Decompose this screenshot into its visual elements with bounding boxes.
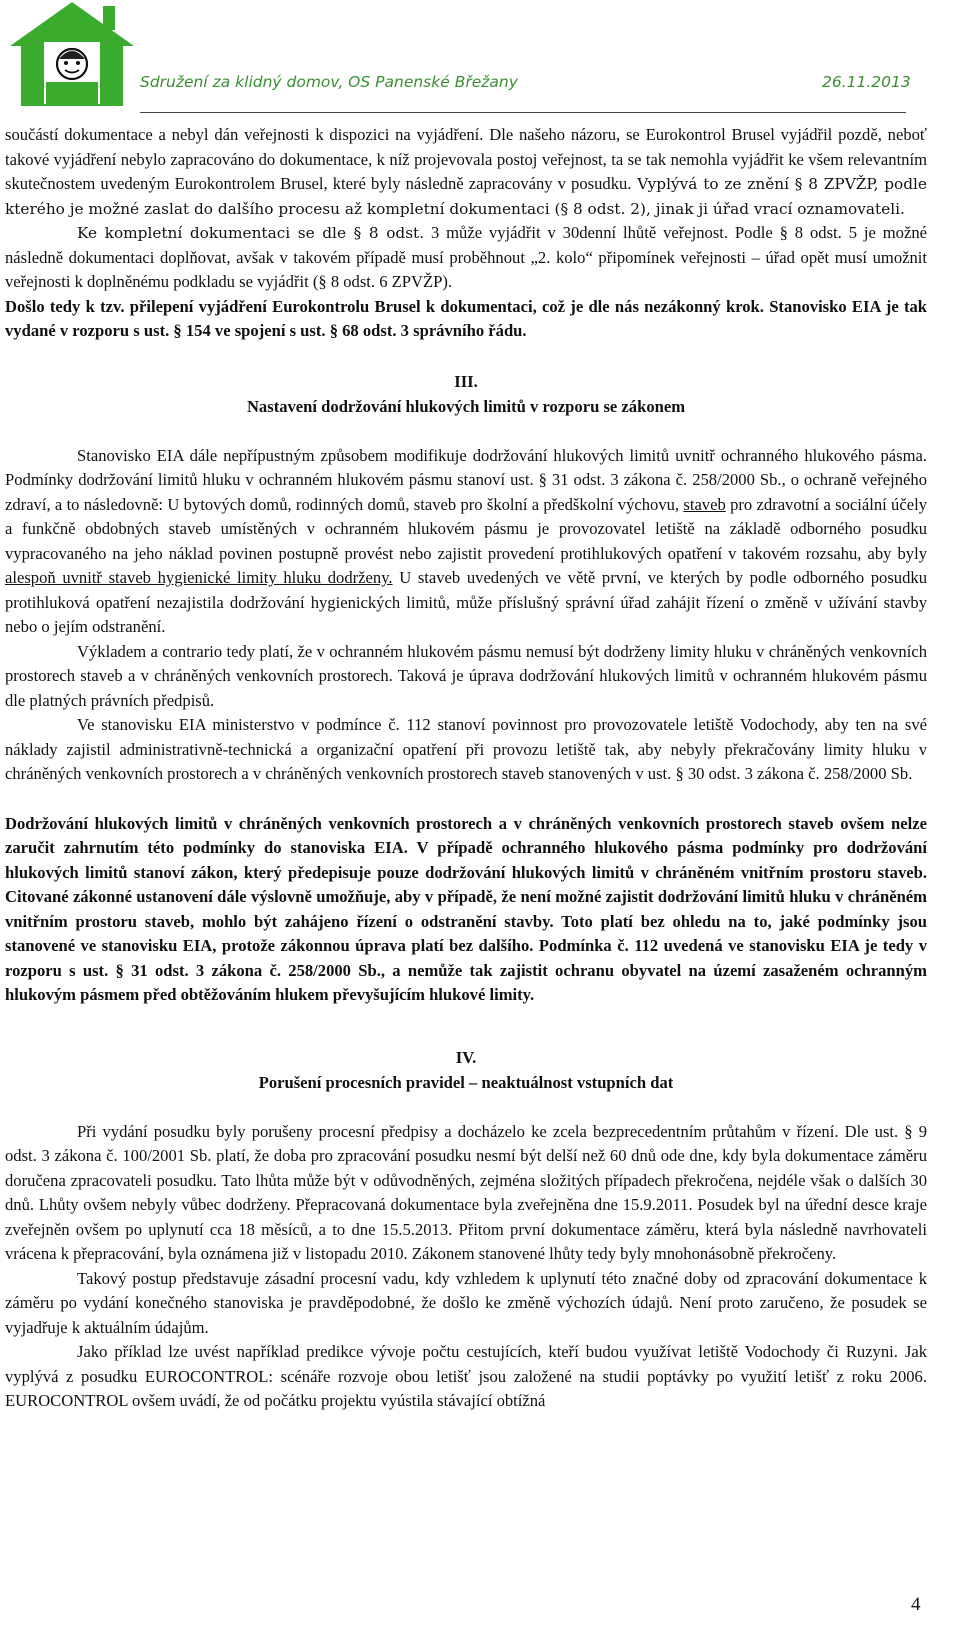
section-4-paragraph-3: Jako příklad lze uvést například predikce vývoje počtu cestujících, kteří budou využívat letiště Vodochody či Ruzyni. Jak vyplývá z posudku EUROCONTROL: scénáře rozvoje obou letišť jsou založené na studii poptávky po využití letišť z roku 2006. EUROCONTROL ovšem uvádí, že od počátku projektu vyústila stávající obtížná [5,1342,927,1410]
section-3-number: III. [454,371,478,391]
intro-paragraph [5,123,927,295]
intro-conclusion: Došlo tedy k tzv. přilepení vyjádření Eurokontrolu Brusel k dokumentaci, což je dle nás nezákonný krok. Stanovisko EIA je tak vydané v rozporu s ust. § 154 ve spojení s ust. § 68 odst. 3 správního řádu. [5,296,927,340]
section-3-paragraph-3: Ve stanovisku EIA ministerstvo v podmínce č. 112 stanoví povinnost pro provozovatele letiště Vodochody, aby ten na své náklady zajistil administrativně-technická a organizační opatření při provozu letiště tak, aby nebyly překračovány limity hluku v chráněných venkovních prostorech a v chráněných venkovních prostorech staveb stanovených v ust. § 30 odst. 3 zákona č. 258/2000 Sb. [5,715,927,783]
text-span: pro zdravotní a sociální účely a funkčně obdobných staveb umístěných v ochranném hlukovém pásmu je provozovatel letiště na základě odborného posudku vypracovaného na jeho náklad povinen postupně provést nebo zajistit provedení protihlukových opatření v takovém rozsahu, aby byly [5,494,927,563]
spacer [5,1033,927,1045]
text-span: 3 může vyjádřit v 30denní lhůtě veřejnost. Podle § 8 odst. [424,223,842,242]
page-header [0,0,960,122]
header-divider [140,112,906,113]
section-3-title: Nastavení dodržování hlukových limitů v rozporu se zákonem [246,396,686,416]
organization-name: Sdružení za klidný domov, OS Panenské Břežany [140,73,518,91]
text-span: U staveb uvedených ve větě první, ve kterých by podle odborného posudku protihluková opatření nezajistila dodržování hygienických limitů, může příslušný správní úřad zahájit řízení o změně v užívání stavby nebo o jejím odstranění. [5,568,927,636]
section-4-title: Porušení procesních pravidel – neaktuálnost vstupních dat [258,1072,674,1092]
spacer [5,1008,927,1033]
text-span: 5 je možné následně dokumentaci doplňovat, avšak v takovém případě musí proběhnout „2. kolo“ připomínek veřejnosti – úřad opět musí umožnit veřejnosti k doplněnému podkladu se vyjádřit (§ 8 odst. 6 ZPVŽP). [5,223,927,291]
section-3-paragraph-2: Výkladem a contrario tedy platí, že v ochranném hlukovém pásmu nemusí být dodrženy limity hluku v chráněných venkovních prostorech staveb a v chráněných venkovních prostorech. Taková je úprava dodržování hlukových limitů v ochranném hlukovém pásmu dle platných právních předpisů. [5,641,927,710]
section-3-bold-paragraph: Dodržování hlukových limitů v chráněných venkovních prostorech a v chráněných venkovních prostorech staveb ovšem nelze zaručit zahrnutím této podmínky do stanoviska EIA. V případě ochranného hlukového pásma podmínky pro dodržování hlukových limitů stanoví zákon, který předepisuje pouze dodržování hlukových limitů v chráněném vnitřním prostoru staveb. Citované zákonné ustanovení dále výslovně umožňuje, aby v případě, že není možné zajistit dodržování limitů hluku v chráněném vnitřním prostoru staveb, mohlo být zahájeno řízení o odstranění stavby. Toto platí bez ohledu na to, jaké podmínky jsou stanovené ve stanovisku EIA, protože zákonnou úprava platí bez dalšího. Podmínka č. 112 uvedená ve stanovisku EIA je tedy v rozporu s ust. § 31 odst. 3 zákona č. 258/2000 Sb., a nemůže tak zajistit ochranu obyvatel na území zasaženém ochranným hlukovým pásmem před obtěžováním hlukem převyšujícím hlukové limity. [5,813,927,1004]
section-3-paragraph-1 [5,444,927,640]
section-4-number: IV. [455,1047,477,1067]
spacer [5,787,927,812]
text-span: Stanovisko EIA dále nepřípustným způsobem modifikuje dodržování hlukových limitů uvnitř ochranného hlukového pásma. Podmínky dodržování limitů hluku v ochranném hlukovém pásmu stanoví ust. § 31 odst. 3 zákona č. 258/2000 Sb., o ochraně veřejného zdraví, a to následovně: U bytových domů, rodinných domů, staveb pro školní a předškolní výchovu, [5,445,927,514]
header-date: 26.11.2013 [822,73,911,91]
underlined-text: alespoň uvnitř staveb hygienické limity hluku dodrženy. [5,568,393,587]
text-span: Dle našeho názoru, se Eurokontrol Brusel vyjádřil pozdě, neboť takové vyjádření nebylo zapracováno do dokumentace, k níž projevovala postoj veřejnost, ta se tak nemohla vyjádřit ke všem relevantním skutečnostem uvedeným Eurokontrolem Brusel, které byly následně zapracovány v posudku. [5,125,927,193]
spacer [5,1095,927,1120]
spacer [5,419,927,444]
section-4-paragraph-1: Při vydání posudku byly porušeny procesní předpisy a docházelo ke zcela bezprecedentním průtahům v řízení. Dle ust. § 9 odst. 3 zákona č. 100/2001 Sb. platí, že doba pro zpracování posudku nesmí být delší než 60 dnů ode dne, kdy byla dokumentace záměru doručena zpracovateli posudku. Tato lhůta může být v odůvodněných, zejména složitých případech překročena, nejdéle však o dalších 30 dnů. Lhůty ovšem nebyly vůbec dodrženy. Přepracovaná dokumentace byla zveřejněna dne 15.9.2011. Posudek byl na úřední desce kraje zveřejněn ovšem po uplynutí cca 18 měsíců, a to dne 15.5.2013. Přitom první dokumentace záměru, která byla následně navrhovateli vrácena k přepracování, byla oznámena již v listopadu 2010. Zákonem stanovené lhůty tedy byly mnohonásobně překročeny. [5,1121,927,1263]
document-body [5,123,927,1414]
house-logo-icon [6,0,138,110]
underlined-text: staveb [683,494,726,514]
text-span: Ke kompletní dokumentaci se dle § 8 odst. [77,224,425,242]
page-number: 4 [911,1594,921,1615]
section-4-paragraph-2: Takový postup představuje zásadní procesní vadu, kdy vzhledem k uplynutí této značné doby od zpracování dokumentace k záměru po vydání konečného stanoviska je pravděpodobné, že došlo ke změně výchozích údajů. Není proto zaručeno, že posudek se vyjadřuje k aktuálním údajům. [5,1268,927,1337]
spacer [5,344,927,369]
text-span: Vyplývá to ze znění § 8 ZPVŽP, podle kterého je možné zaslat do dalšího procesu až kompletní dokumentaci (§ 8 odst. 2), jinak ji úřad vrací oznamovateli. [5,175,927,218]
text-span: součástí dokumentace a nebyl dán veřejnosti k dispozici na vyjádření. [5,125,484,144]
